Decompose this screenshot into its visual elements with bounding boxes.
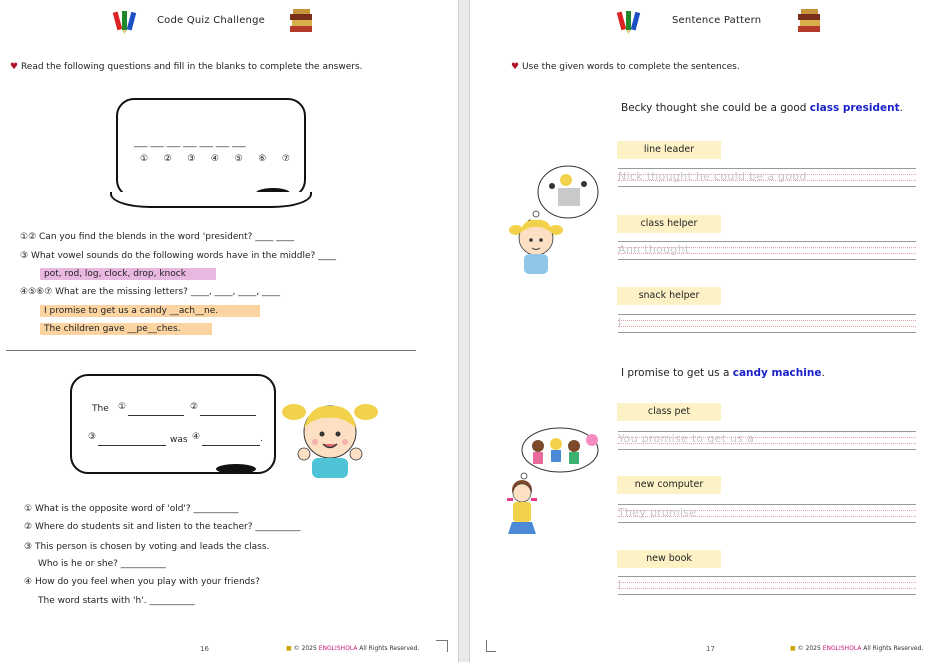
board-blank — [128, 415, 184, 416]
model-sentence-1: Becky thought she could be a good class president. — [621, 102, 903, 114]
girl-thinking-illustration — [500, 426, 606, 540]
question-b4-follow: The word starts with 'h'. __________ — [38, 596, 195, 606]
missing-sentence-2: The children gave __pe__ches. — [40, 323, 212, 335]
trace-text: Nick thought he could be a good — [618, 170, 807, 183]
eraser — [216, 464, 256, 474]
board-number: ① — [118, 402, 127, 412]
books-icon — [796, 8, 822, 34]
question-a2: ③ What vowel sounds do the following words have in the middle? ____ — [20, 251, 337, 261]
question-a1: ①② Can you find the blends in the word 'president? ____ ____ — [20, 232, 295, 242]
question-b2: ② Where do students sit and listen to the teacher? __________ — [24, 522, 301, 532]
word-tag-new-computer: new computer — [617, 476, 721, 494]
trace-text: I — [618, 578, 622, 591]
section-divider — [6, 350, 416, 351]
page-number: 17 — [706, 645, 715, 653]
code-blanks: ___ ___ ___ ___ ___ ___ ___ — [134, 138, 246, 148]
copyright-footer: ■ © 2025 ENGLISHOLA All Rights Reserved. — [286, 645, 420, 652]
code-number: ⑤ — [234, 154, 243, 164]
girl-smiling-illustration — [282, 398, 378, 478]
board-word-was: was — [170, 435, 188, 445]
left-page — [0, 0, 458, 662]
code-number: ② — [163, 154, 172, 164]
vowel-words: pot, rod, log, clock, drop, knock — [40, 268, 216, 280]
board-word-the: The — [92, 404, 109, 414]
question-b4: ④ How do you feel when you play with your friends? — [24, 577, 260, 587]
question-b1: ① What is the opposite word of 'old'? __________ — [24, 504, 239, 514]
heart-bullet-icon: ♥ — [511, 62, 520, 72]
code-numbers — [140, 154, 290, 164]
trace-text: Ann thought — [618, 243, 690, 256]
word-tag-class-helper: class helper — [617, 215, 721, 233]
board-period: . — [260, 434, 263, 444]
page-title: Sentence Pattern — [672, 15, 762, 26]
board-blank — [200, 415, 256, 416]
page-title: Code Quiz Challenge — [157, 15, 265, 26]
page-gutter — [458, 0, 470, 662]
missing-sentence-1: I promise to get us a candy __ach__ne. — [40, 305, 260, 317]
copyright-footer: ■ © 2025 ENGLISHOLA All Rights Reserved. — [790, 645, 924, 652]
code-number: ③ — [187, 154, 196, 164]
chalkboard-ledge — [110, 192, 312, 208]
board-blank — [202, 445, 260, 446]
code-number: ⑥ — [258, 154, 267, 164]
page-corner-mark — [436, 640, 448, 652]
board-blank — [98, 445, 166, 446]
word-tag-snack-helper: snack helper — [617, 287, 721, 305]
girl-thinking-illustration — [506, 162, 602, 274]
question-a3: ④⑤⑥⑦ What are the missing letters? ____, ____, ____, ____ — [20, 287, 280, 297]
board-number: ② — [190, 402, 199, 412]
code-number: ① — [140, 154, 149, 164]
question-b3-follow: Who is he or she? __________ — [38, 559, 166, 569]
page-number: 16 — [200, 645, 209, 653]
board-number: ③ — [88, 432, 97, 442]
pencils-icon — [112, 8, 138, 34]
word-tag-line-leader: line leader — [617, 141, 721, 159]
trace-text: You promise to get us a — [618, 432, 755, 445]
writing-lines[interactable] — [618, 314, 916, 332]
pencils-icon — [616, 8, 642, 34]
lock-icon: ■ — [286, 645, 292, 652]
chalkboard-sentence — [70, 374, 276, 474]
trace-text: They promise — [618, 506, 697, 519]
model-sentence-2: I promise to get us a candy machine. — [621, 367, 825, 379]
page-corner-mark — [486, 640, 496, 652]
board-number: ④ — [192, 432, 201, 442]
code-number: ⑦ — [281, 154, 290, 164]
instruction: ♥ Read the following questions and fill in the blanks to complete the answers. — [10, 62, 363, 72]
instruction: ♥ Use the given words to complete the sentences. — [511, 62, 740, 72]
heart-bullet-icon: ♥ — [10, 62, 19, 72]
books-icon — [288, 8, 314, 34]
code-number: ④ — [210, 154, 219, 164]
word-tag-class-pet: class pet — [617, 403, 721, 421]
lock-icon: ■ — [790, 645, 796, 652]
question-b3: ③ This person is chosen by voting and leads the class. — [24, 542, 270, 552]
word-tag-new-book: new book — [617, 550, 721, 568]
chalkboard-code — [116, 98, 306, 198]
trace-text: I — [618, 316, 622, 329]
writing-lines[interactable] — [618, 576, 916, 594]
